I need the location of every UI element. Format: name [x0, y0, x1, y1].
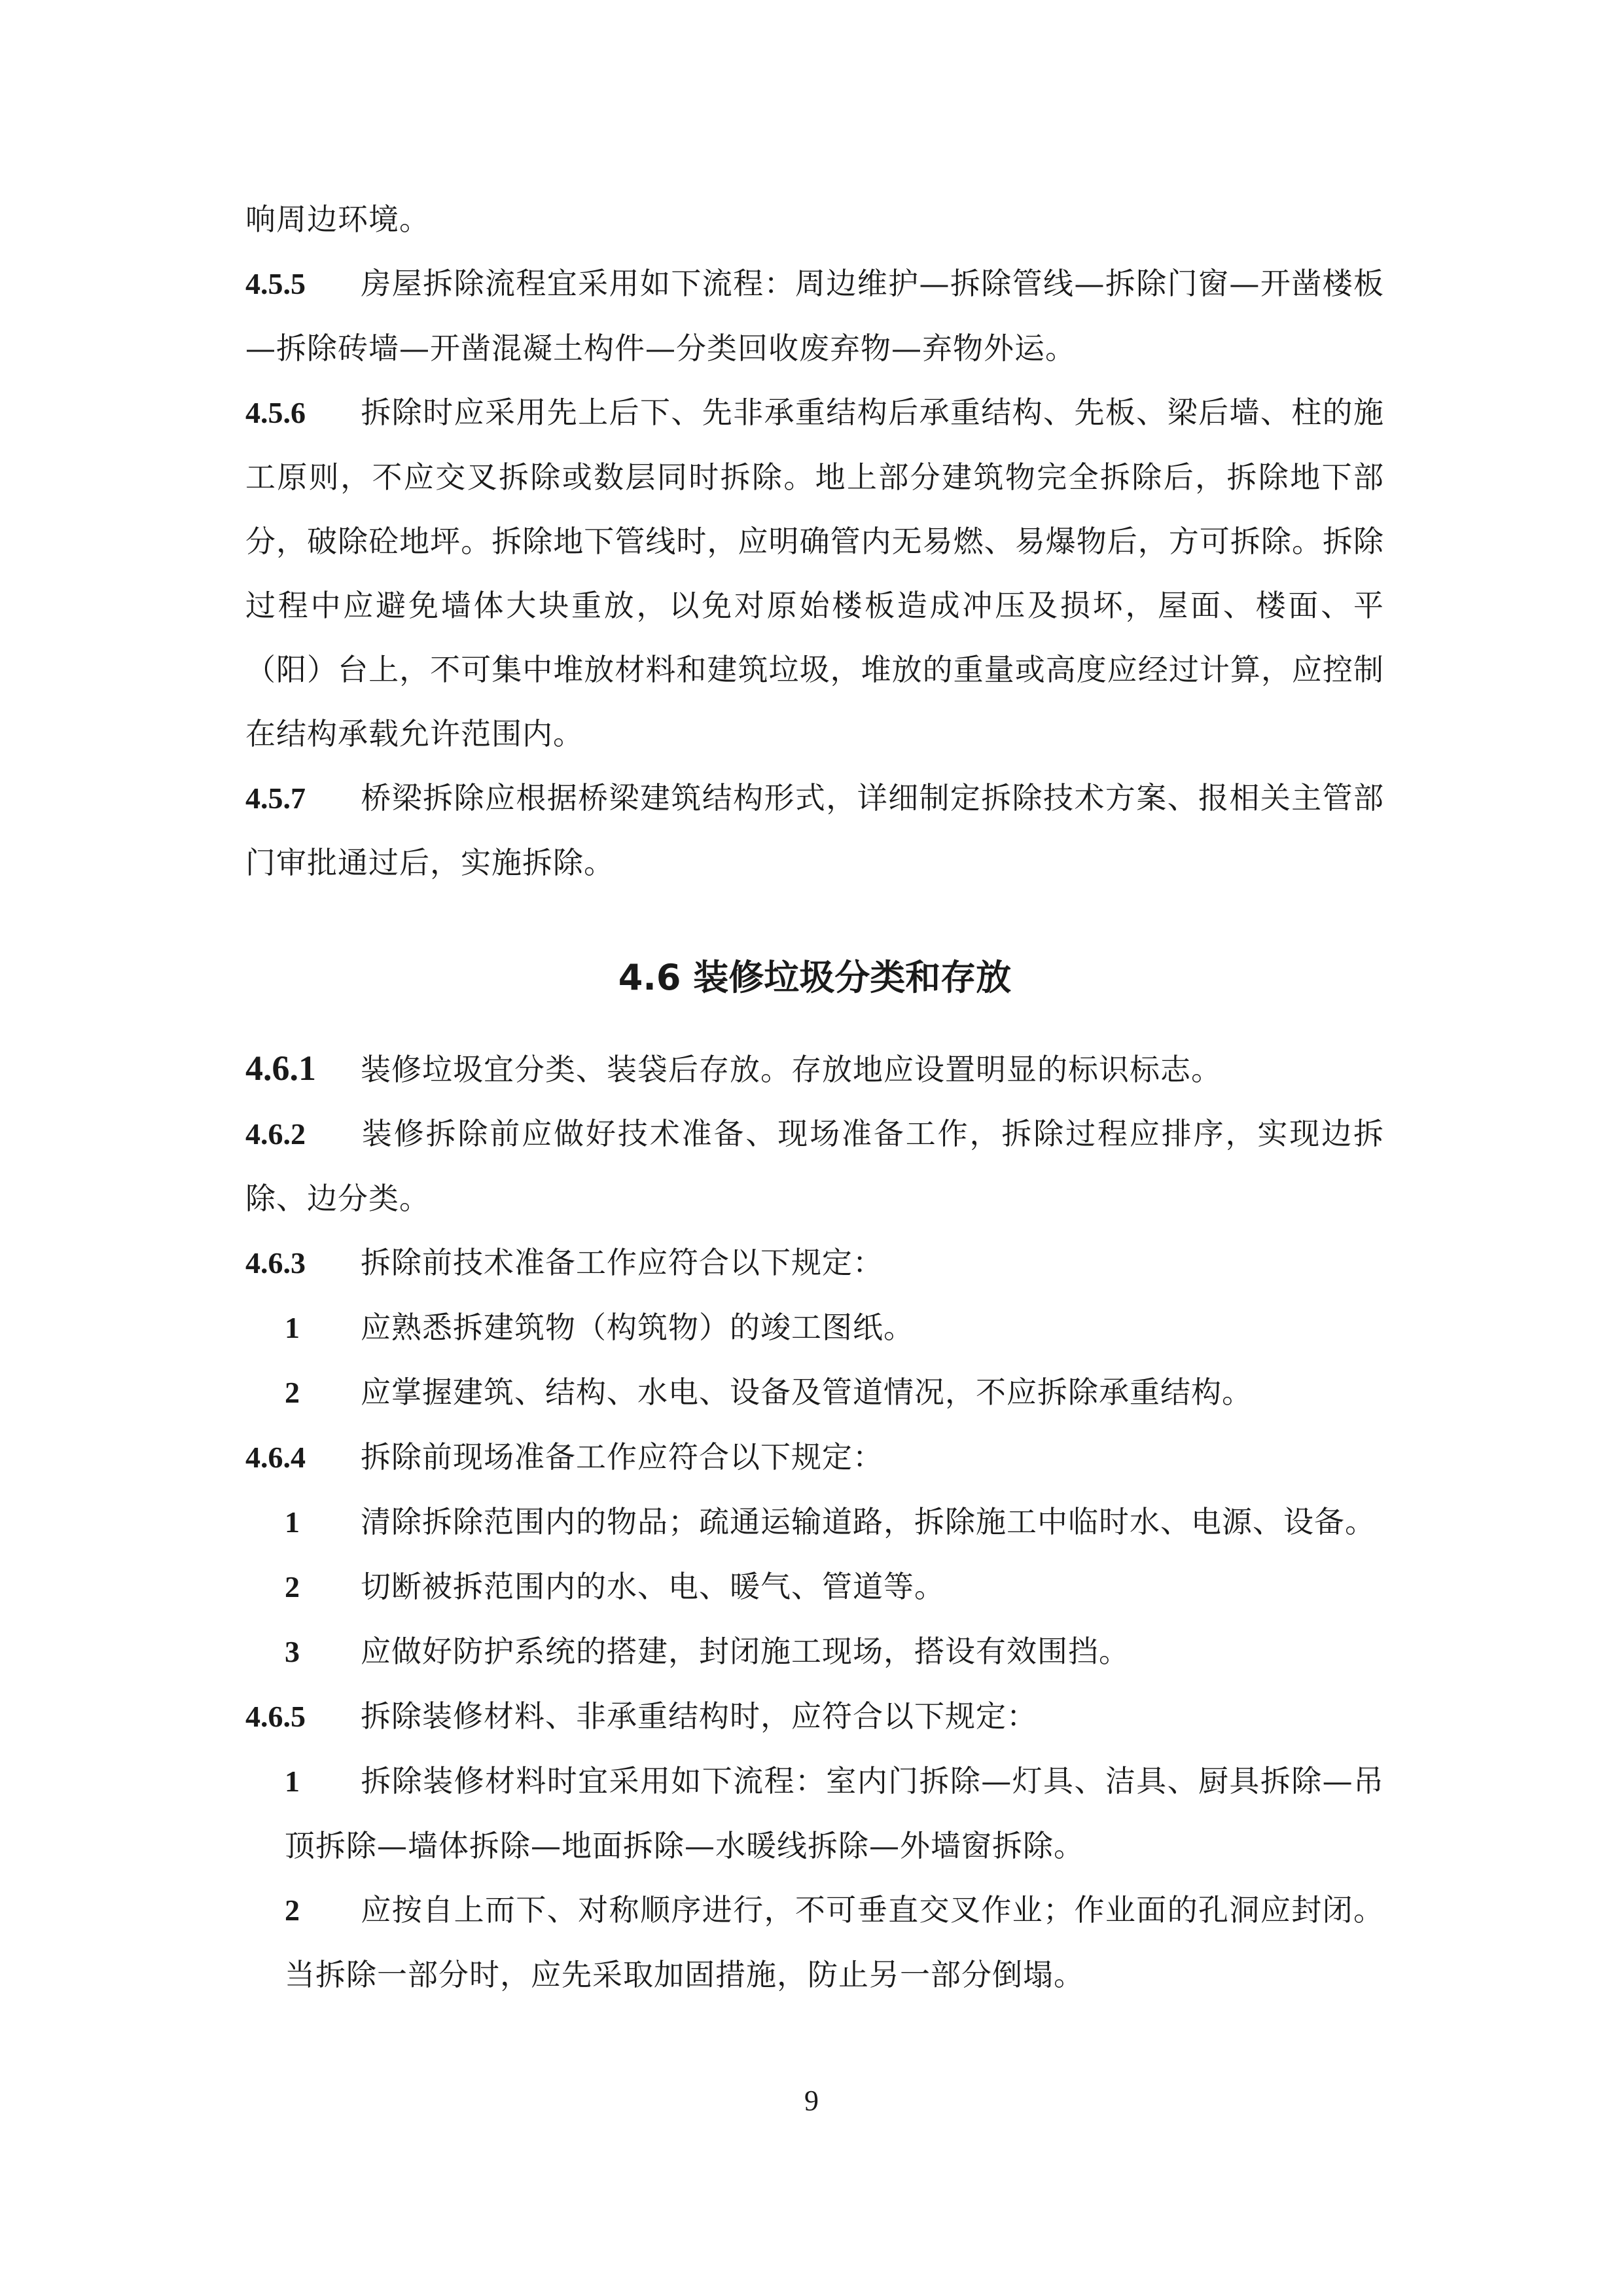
page-number: 9	[804, 2085, 819, 2117]
item-number: 1	[285, 1311, 300, 1344]
clause-text: 拆除前技术准备工作应符合以下规定：	[361, 1245, 883, 1280]
clause-number: 4.6.4	[245, 1441, 306, 1474]
list-item	[245, 1619, 1384, 1684]
clause-number: 4.6.5	[245, 1700, 306, 1733]
clause-4-6-3	[245, 1230, 1384, 1295]
clause-text: 桥梁拆除应根据桥梁建筑结构形式，详细制定拆除技术方案、报相关主管部门审批通过后，实施拆除。	[245, 780, 1384, 880]
list-item	[245, 1749, 1384, 1878]
item-number: 3	[285, 1635, 300, 1668]
item-number: 1	[285, 1505, 300, 1539]
clause-4-6-5	[245, 1684, 1384, 1749]
clause-text: 房屋拆除流程宜采用如下流程：周边维护—拆除管线—拆除门窗—开凿楼板—拆除砖墙—开凿混凝土构件—分类回收废弃物—弃物外运。	[245, 266, 1384, 366]
clause-text: 拆除时应采用先上后下、先非承重结构后承重结构、先板、梁后墙、柱的施工原则，不应交叉拆除或数层同时拆除。地上部分建筑物完全拆除后，拆除地下部分，破除砼地坪。拆除地下管线时，应明确管内无易燃、易爆物后，方可拆除。拆除过程中应避免墙体大块重放，以免对原始楼板造成冲压及损坏，屋面、楼面、平（阳）台上，不可集中堆放材料和建筑垃圾，堆放的重量或高度应经过计算，应控制在结构承载允许范围内。	[245, 395, 1384, 751]
item-number: 2	[285, 1376, 300, 1409]
clause-number: 4.5.5	[245, 267, 306, 300]
item-text: 清除拆除范围内的物品；疏通运输道路，拆除施工中临时水、电源、设备。	[361, 1504, 1376, 1539]
clause-4-6-4	[245, 1425, 1384, 1490]
clause-4-5-7	[245, 766, 1384, 895]
clause-text: 装修拆除前应做好技术准备、现场准备工作，拆除过程应排序，实现边拆除、边分类。	[245, 1116, 1384, 1216]
list-item	[245, 1490, 1384, 1554]
item-text: 应熟悉拆建筑物（构筑物）的竣工图纸。	[361, 1310, 914, 1345]
paragraph-continuation	[245, 187, 1384, 251]
item-number: 1	[285, 1765, 300, 1798]
clause-number: 4.6.1	[245, 1049, 316, 1088]
item-text: 应按自上而下、对称顺序进行，不可垂直交叉作业；作业面的孔洞应封闭。当拆除一部分时，应先采取加固措施，防止另一部分倒塌。	[285, 1892, 1384, 1992]
item-text: 拆除装修材料时宜采用如下流程：室内门拆除—灯具、洁具、厨具拆除—吊顶拆除—墙体拆除—地面拆除—水暖线拆除—外墙窗拆除。	[285, 1763, 1384, 1863]
paragraph-text: 响周边环境。	[245, 202, 430, 237]
clause-number: 4.5.7	[245, 781, 306, 815]
clause-4-6-2	[245, 1102, 1384, 1230]
item-text: 应做好防护系统的搭建，封闭施工现场，搭设有效围挡。	[361, 1634, 1130, 1669]
clause-4-5-5	[245, 251, 1384, 380]
clause-text: 装修垃圾宜分类、装袋后存放。存放地应设置明显的标识标志。	[361, 1052, 1222, 1087]
item-number: 2	[285, 1570, 300, 1604]
list-item	[245, 1554, 1384, 1619]
item-text: 切断被拆范围内的水、电、暖气、管道等。	[361, 1569, 945, 1604]
clause-4-6-1	[245, 1036, 1384, 1102]
page-content	[245, 187, 1384, 2007]
clause-number: 4.5.6	[245, 396, 306, 429]
clause-number: 4.6.2	[245, 1117, 306, 1151]
clause-text: 拆除装修材料、非承重结构时，应符合以下规定：	[361, 1698, 1037, 1734]
list-item	[245, 1295, 1384, 1360]
section-title: 4.6 装修垃圾分类和存放	[618, 957, 1012, 998]
item-text: 应掌握建筑、结构、水电、设备及管道情况，不应拆除承重结构。	[361, 1374, 1253, 1410]
clause-text: 拆除前现场准备工作应符合以下规定：	[361, 1439, 883, 1475]
clause-number: 4.6.3	[245, 1246, 306, 1280]
clause-4-5-6	[245, 380, 1384, 766]
list-item	[245, 1878, 1384, 2007]
item-number: 2	[285, 1893, 300, 1927]
list-item	[245, 1360, 1384, 1425]
